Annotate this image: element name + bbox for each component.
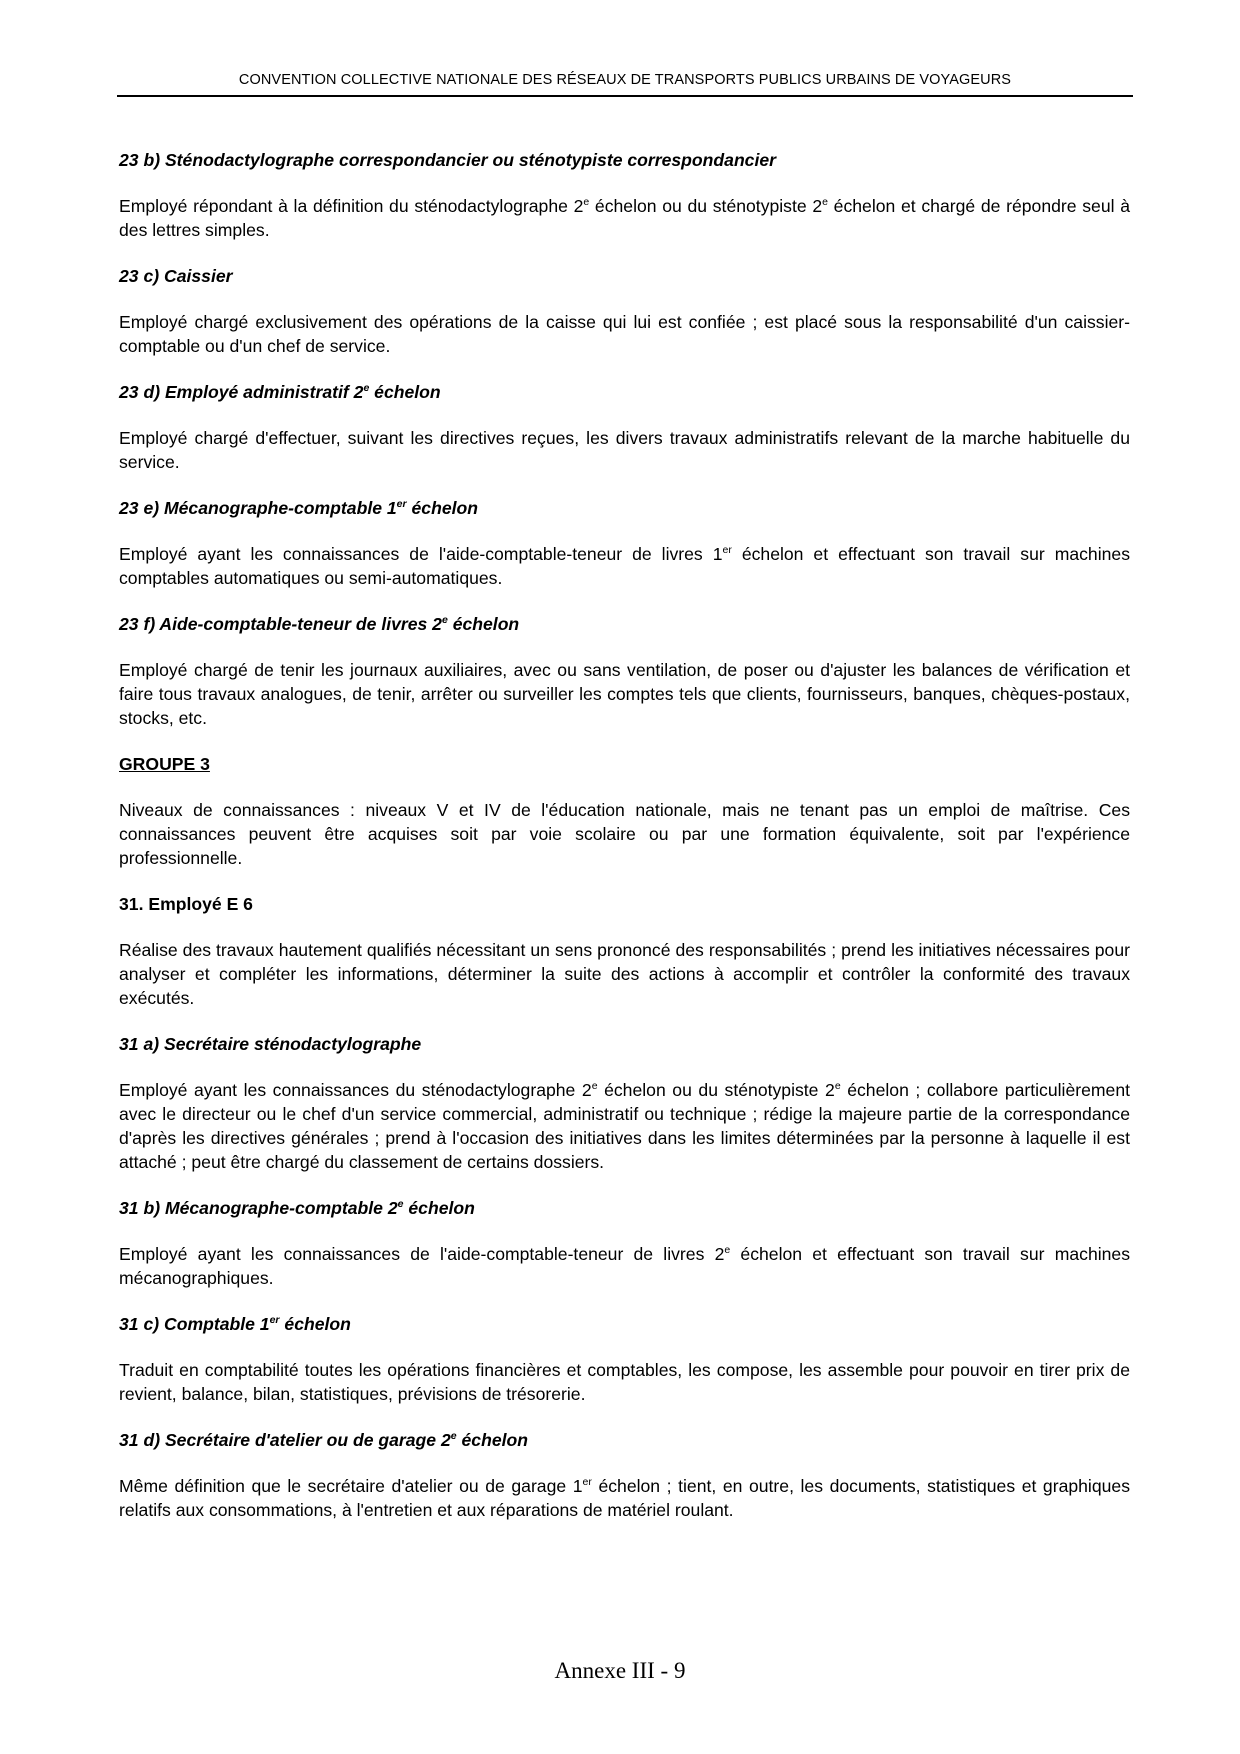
section-heading-23f: 23 f) Aide-comptable-teneur de livres 2e échelon [119,614,520,634]
section-heading-31c: 31 c) Comptable 1er échelon [119,1314,351,1334]
header-rule [117,95,1133,97]
section-body-31: Réalise des travaux hautement qualifiés nécessitant un sens prononcé des responsabilités ; prend les initiatives nécessaires pour analyser et compléter les informations, déterminer la suite des actions à accomplir et contrôler la conformité des travaux exécutés. [119,940,1130,1008]
section-body-23f: Employé chargé de tenir les journaux auxiliaires, avec ou sans ventilation, de poser ou d'ajuster les balances de vérification et faire tous travaux analogues, de tenir, arrêter ou surveiller les comptes tels que clients, fournisseurs, banques, chèques-postaux, stocks, etc. [119,660,1130,728]
section-body-31b: Employé ayant les connaissances de l'aide-comptable-teneur de livres 2e échelon et effectuant son travail sur machines mécanographiques. [119,1244,1131,1288]
section-heading-23e: 23 e) Mécanographe-comptable 1er échelon [119,498,478,518]
section-body-23b: Employé répondant à la définition du sténodactylographe 2e échelon ou du sténotypiste 2e échelon et chargé de répondre seul à des lettres simples. [119,196,1130,240]
section-body-31a: Employé ayant les connaissances du sténodactylographe 2e échelon ou du sténotypiste 2e échelon ; collabore particulièrement avec le directeur ou le chef d'un service commercial, administratif ou technique ; rédige la majeure partie de la correspondance d'après les directives générales ; prend à l'occasion des initiatives dans les limites déterminées par la personne à laquelle il est attaché ; peut être chargé du classement de certains dossiers. [119,1080,1130,1172]
section-body-23e: Employé ayant les connaissances de l'aide-comptable-teneur de livres 1er échelon et effectuant son travail sur machines comptables automatiques ou semi-automatiques. [119,544,1130,588]
section-heading-23c: 23 c) Caissier [119,266,233,286]
section-heading-31d: 31 d) Secrétaire d'atelier ou de garage 2e échelon [119,1430,528,1450]
group-body-3: Niveaux de connaissances : niveaux V et IV de l'éducation nationale, mais ne tenant pas un emploi de maîtrise. Ces connaissances peuvent être acquises soit par voie scolaire ou par une formation équivalente, soit par l'expérience professionnelle. [119,800,1130,868]
section-heading-31b: 31 b) Mécanographe-comptable 2e échelon [119,1198,475,1218]
section-heading-31a: 31 a) Secrétaire sténodactylographe [119,1034,422,1054]
section-body-31c: Traduit en comptabilité toutes les opérations financières et comptables, les compose, les assemble pour pouvoir en tirer prix de revient, balance, bilan, statistiques, prévisions de trésorerie. [119,1360,1130,1404]
page-footer: Annexe III - 9 [554,1658,686,1683]
section-heading-23d: 23 d) Employé administratif 2e échelon [119,382,441,402]
section-body-23c: Employé chargé exclusivement des opérations de la caisse qui lui est confiée ; est placé sous la responsabilité d'un caissier-comptable ou d'un chef de service. [119,312,1130,356]
running-header: CONVENTION COLLECTIVE NATIONALE DES RÉSEAUX DE TRANSPORTS PUBLICS URBAINS DE VOYAGEURS [238,72,1012,88]
section-heading-31: 31. Employé E 6 [119,894,253,914]
page-content [119,148,1130,1522]
section-body-31d: Même définition que le secrétaire d'atelier ou de garage 1er échelon ; tient, en outre, les documents, statistiques et graphiques relatifs aux consommations, à l'entretien et aux réparations de matériel roulant. [119,1476,1130,1520]
group-heading-3: GROUPE 3 [119,754,210,774]
section-body-23d: Employé chargé d'effectuer, suivant les directives reçues, les divers travaux administratifs relevant de la marche habituelle du service. [119,428,1130,472]
section-heading-23b: 23 b) Sténodactylographe correspondancier ou sténotypiste correspondancier [119,150,776,170]
